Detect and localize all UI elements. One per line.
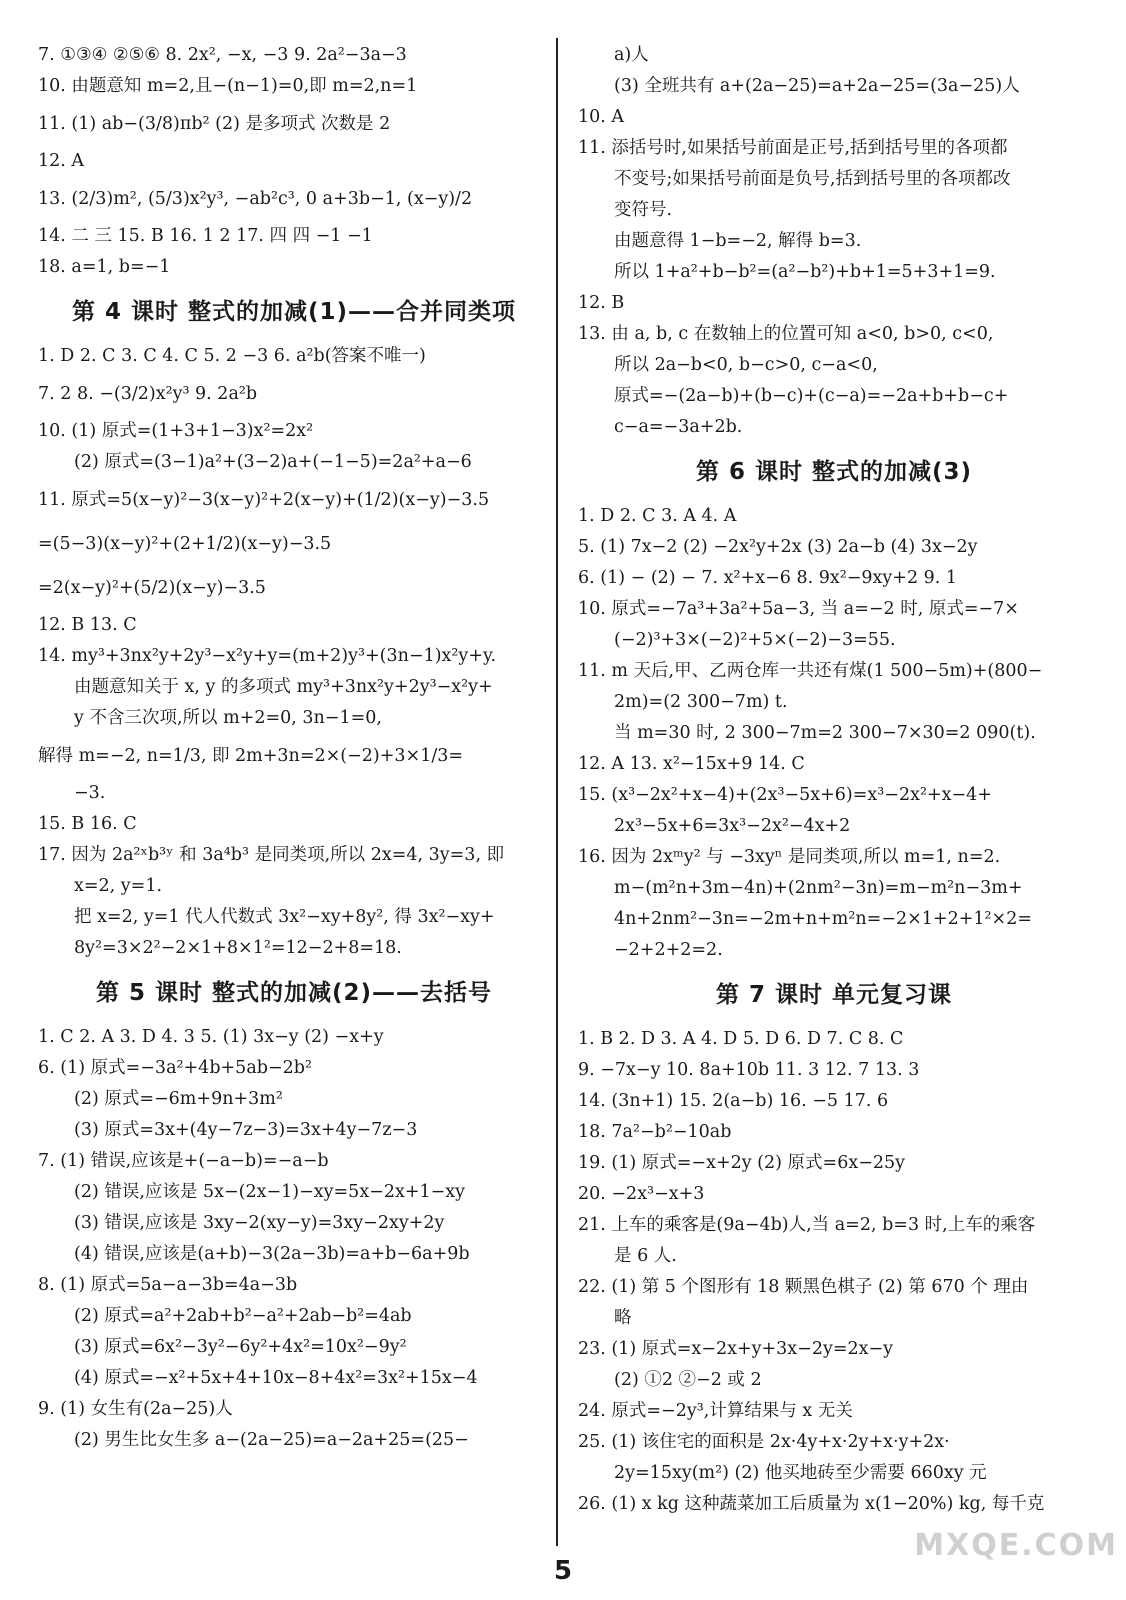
right-column	[578, 40, 1090, 1520]
answer-line: 7. (1) 错误,应该是+(−a−b)=−a−b	[38, 1151, 329, 1171]
answer-line: 不变号;如果括号前面是负号,括到括号里的各项都改	[614, 169, 1011, 189]
column-divider	[556, 38, 558, 1546]
answer-line: 12. A 13. x²−15x+9 14. C	[578, 754, 805, 774]
page-number: 5	[553, 1556, 573, 1586]
section-heading: 第 7 课时 单元复习课	[715, 982, 953, 1008]
answer-line: (3) 原式=6x²−3y²−6y²+4x²=10x²−9y²	[74, 1337, 407, 1357]
answer-line: 22. (1) 第 5 个图形有 18 颗黑色棋子 (2) 第 670 个 理由	[578, 1277, 1029, 1297]
answer-line: 16. 因为 2xᵐy² 与 −3xyⁿ 是同类项,所以 m=1, n=2.	[578, 847, 1001, 867]
answer-line: =(5−3)(x−y)²+(2+1/2)(x−y)−3.5	[38, 534, 332, 554]
answer-line: 5. (1) 7x−2 (2) −2x²y+2x (3) 2a−b (4) 3x−2y	[578, 537, 978, 557]
answer-line: 8. (1) 原式=5a−a−3b=4a−3b	[38, 1275, 298, 1295]
answer-line: (3) 错误,应该是 3xy−2(xy−y)=3xy−2xy+2y	[74, 1213, 445, 1233]
answer-line: (2) 原式=−6m+9n+3m²	[74, 1089, 283, 1109]
watermark-logo: MXQE.COM	[914, 1528, 1118, 1563]
answer-line: 14. my³+3nx²y+2y³−x²y+y=(m+2)y³+(3n−1)x²y+y.	[38, 646, 497, 666]
answer-line: 14. 二 三 15. B 16. 1 2 17. 四 四 −1 −1	[38, 226, 373, 246]
answer-line: (2) 原式=a²+2ab+b²−a²+2ab−b²=4ab	[74, 1306, 412, 1326]
answer-line: 当 m=30 时, 2 300−7m=2 300−7×30=2 090(t).	[614, 723, 1036, 743]
answer-line: 12. B 13. C	[38, 615, 137, 635]
answer-line: 18. a=1, b=−1	[38, 257, 171, 277]
answer-line: 8y²=3×2²−2×1+8×1²=12−2+8=18.	[74, 938, 402, 958]
answer-line: (3) 全班共有 a+(2a−25)=a+2a−25=(3a−25)人	[614, 76, 1020, 96]
answer-line: 11. 添括号时,如果括号前面是正号,括到括号里的各项都	[578, 138, 1008, 158]
answer-line: 11. 原式=5(x−y)²−3(x−y)²+2(x−y)+(1/2)(x−y)−3.5	[38, 490, 490, 510]
answer-line: (2) 原式=(3−1)a²+(3−2)a+(−1−5)=2a²+a−6	[74, 452, 472, 472]
answer-line: 18. 7a²−b²−10ab	[578, 1122, 732, 1142]
answer-line: 12. B	[578, 293, 625, 313]
left-column	[38, 40, 550, 1456]
answer-line: 1. C 2. A 3. D 4. 3 5. (1) 3x−y (2) −x+y	[38, 1027, 384, 1047]
answer-line: 24. 原式=−2y³,计算结果与 x 无关	[578, 1401, 853, 1421]
answer-line: 2m)=(2 300−7m) t.	[614, 692, 788, 712]
answer-line: (3) 原式=3x+(4y−7z−3)=3x+4y−7z−3	[74, 1120, 418, 1140]
answer-line: 2x³−5x+6=3x³−2x²−4x+2	[614, 816, 851, 836]
section-heading: 第 4 课时 整式的加减(1)——合并同类项	[71, 299, 517, 325]
answer-line: a)人	[614, 45, 649, 65]
answer-line: 所以 1+a²+b−b²=(a²−b²)+b+1=5+3+1=9.	[614, 262, 996, 282]
answer-line: 7. ①③④ ②⑤⑥ 8. 2x², −x, −3 9. 2a²−3a−3	[38, 45, 407, 65]
answer-line: 20. −2x³−x+3	[578, 1184, 705, 1204]
answer-line: 13. 由 a, b, c 在数轴上的位置可知 a<0, b>0, c<0,	[578, 324, 994, 344]
answer-line: 4n+2nm²−3n=−2m+n+m²n=−2×1+2+1²×2=	[614, 909, 1033, 929]
answer-line: 2y=15xy(m²) (2) 他买地砖至少需要 660xy 元	[614, 1463, 987, 1483]
answer-line: 19. (1) 原式=−x+2y (2) 原式=6x−25y	[578, 1153, 906, 1173]
answer-line: −2+2+2=2.	[614, 940, 723, 960]
section-heading: 第 5 课时 整式的加减(2)——去括号	[95, 980, 493, 1006]
answer-line: 6. (1) 原式=−3a²+4b+5ab−2b²	[38, 1058, 312, 1078]
answer-line: 12. A	[38, 151, 85, 171]
answer-line: 变符号.	[614, 200, 673, 220]
answer-line: −3.	[74, 783, 106, 803]
answer-line: (−2)³+3×(−2)²+5×(−2)−3=55.	[614, 630, 896, 650]
answer-line: 11. m 天后,甲、乙两仓库一共还有煤(1 500−5m)+(800−	[578, 661, 1043, 681]
answer-line: 9. (1) 女生有(2a−25)人	[38, 1399, 233, 1419]
answer-line: 9. −7x−y 10. 8a+10b 11. 3 12. 7 13. 3	[578, 1060, 920, 1080]
answer-line: 解得 m=−2, n=1/3, 即 2m+3n=2×(−2)+3×1/3=	[38, 746, 464, 766]
answer-line: 14. (3n+1) 15. 2(a−b) 16. −5 17. 6	[578, 1091, 889, 1111]
answer-line: (2) 错误,应该是 5x−(2x−1)−xy=5x−2x+1−xy	[74, 1182, 466, 1202]
answer-line: 原式=−(2a−b)+(b−c)+(c−a)=−2a+b+b−c+	[614, 386, 1009, 406]
answer-line: 10. 原式=−7a³+3a²+5a−3, 当 a=−2 时, 原式=−7×	[578, 599, 1019, 619]
section-heading: 第 6 课时 整式的加减(3)	[695, 459, 973, 485]
answer-line: (2) 男生比女生多 a−(2a−25)=a−2a+25=(25−	[74, 1430, 469, 1450]
answer-line: 15. (x³−2x²+x−4)+(2x³−5x+6)=x³−2x²+x−4+	[578, 785, 992, 805]
answer-line: 7. 2 8. −(3/2)x²y³ 9. 2a²b	[38, 384, 258, 404]
answer-line: 6. (1) − (2) − 7. x²+x−6 8. 9x²−9xy+2 9. 1	[578, 568, 958, 588]
answer-line: (4) 原式=−x²+5x+4+10x−8+4x²=3x²+15x−4	[74, 1368, 478, 1388]
answer-line: y 不含三次项,所以 m+2=0, 3n−1=0,	[74, 708, 382, 728]
answer-line: 26. (1) x kg 这种蔬菜加工后质量为 x(1−20%) kg, 每千克	[578, 1494, 1045, 1514]
answer-line: 13. (2/3)m², (5/3)x²y³, −ab²c³, 0 a+3b−1, (x−y)/2	[38, 189, 473, 209]
answer-line: 25. (1) 该住宅的面积是 2x·4y+x·2y+x·y+2x·	[578, 1432, 950, 1452]
answer-line: =2(x−y)²+(5/2)(x−y)−3.5	[38, 578, 266, 598]
answer-line: 1. D 2. C 3. C 4. C 5. 2 −3 6. a²b(答案不唯一)	[38, 346, 426, 366]
answer-line: 1. B 2. D 3. A 4. D 5. D 6. D 7. C 8. C	[578, 1029, 904, 1049]
answer-line: 10. (1) 原式=(1+3+1−3)x²=2x²	[38, 421, 314, 441]
answer-line: 10. A	[578, 107, 625, 127]
answer-line: 略	[614, 1308, 632, 1328]
answer-line: 15. B 16. C	[38, 814, 137, 834]
answer-line: 23. (1) 原式=x−2x+y+3x−2y=2x−y	[578, 1339, 894, 1359]
answer-line: 21. 上车的乘客是(9a−4b)人,当 a=2, b=3 时,上车的乘客	[578, 1215, 1036, 1235]
answer-line: x=2, y=1.	[74, 876, 163, 896]
answer-line: 1. D 2. C 3. A 4. A	[578, 506, 737, 526]
answer-line: 所以 2a−b<0, b−c>0, c−a<0,	[614, 355, 878, 375]
answer-line: 17. 因为 2a²ˣb³ʸ 和 3a⁴b³ 是同类项,所以 2x=4, 3y=3, 即	[38, 845, 505, 865]
answer-line: (2) ①2 ②−2 或 2	[614, 1370, 762, 1390]
answer-line: 由题意得 1−b=−2, 解得 b=3.	[614, 231, 862, 251]
answer-line: c−a=−3a+2b.	[614, 417, 743, 437]
answer-line: (4) 错误,应该是(a+b)−3(2a−3b)=a+b−6a+9b	[74, 1244, 470, 1264]
answer-line: 把 x=2, y=1 代人代数式 3x²−xy+8y², 得 3x²−xy+	[74, 907, 495, 927]
answer-line: 11. (1) ab−(3/8)πb² (2) 是多项式 次数是 2	[38, 114, 391, 134]
answer-line: m−(m²n+3m−4n)+(2nm²−3n)=m−m²n−3m+	[614, 878, 1023, 898]
answer-line: 是 6 人.	[614, 1246, 677, 1266]
answer-line: 10. 由题意知 m=2,且−(n−1)=0,即 m=2,n=1	[38, 76, 418, 96]
answer-line: 由题意知关于 x, y 的多项式 my³+3nx²y+2y³−x²y+	[74, 677, 493, 697]
